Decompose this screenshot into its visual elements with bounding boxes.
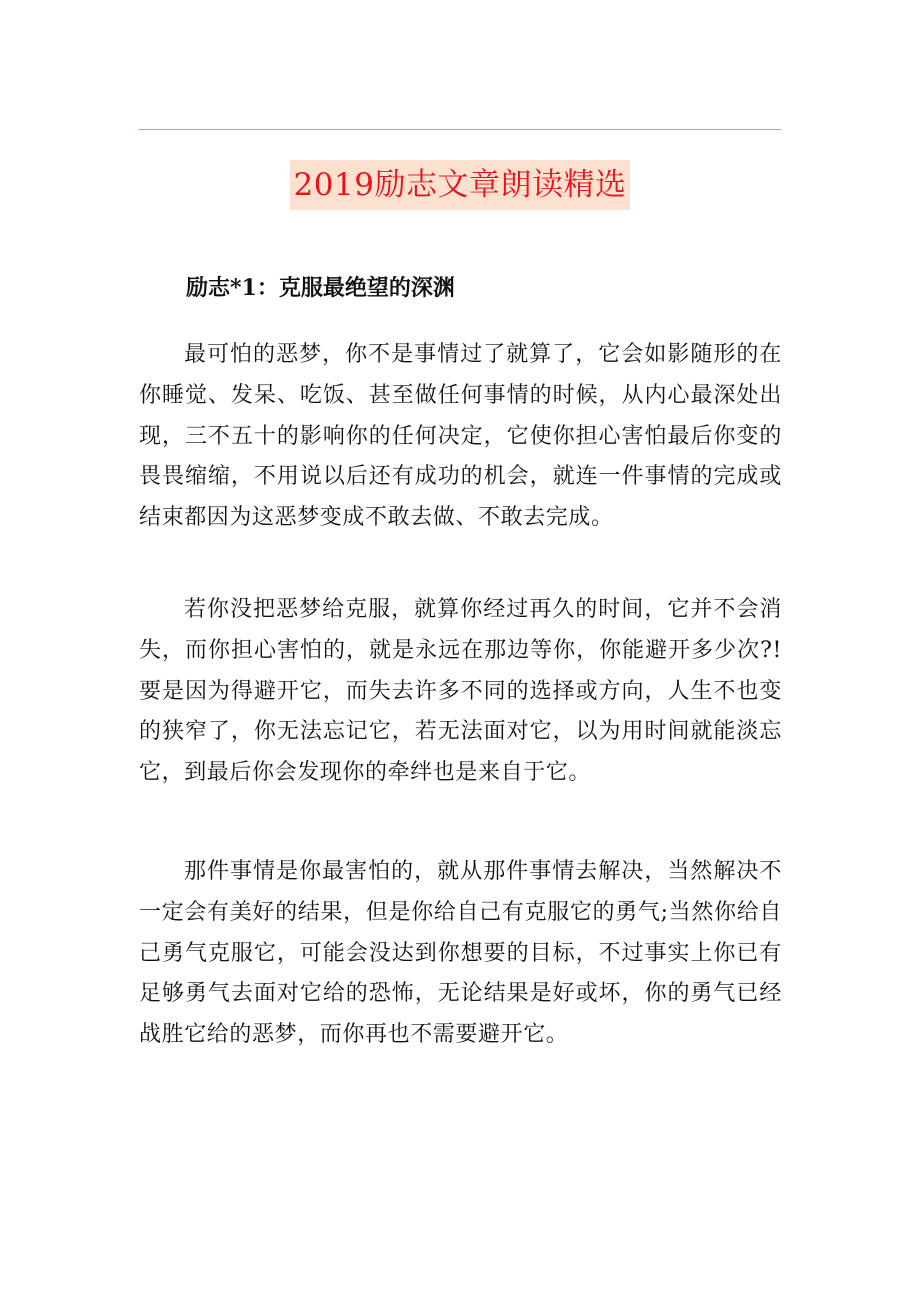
paragraph-3: 那件事情是你最害怕的，就从那件事情去解决，当然解决不一定会有美好的结果，但是你给自己有克服它的勇气;当然你给自己勇气克服它，可能会没达到你想要的目标，不过事实上你已有足够勇气去面对它给的恐怖，无论结果是好或坏，你的勇气已经战胜它给的恶梦，而你再也不需要避开它。 (139, 859, 782, 1047)
document-title: 2019励志文章朗读精选 (290, 160, 631, 210)
title-container (0, 160, 920, 210)
section-heading: 励志*1：克服最绝望的深渊 (186, 275, 455, 301)
paragraph-2: 若你没把恶梦给克服，就算你经过再久的时间，它并不会消失，而你担心害怕的，就是永远在那边等你，你能避开多少次?!要是因为得避开它，而失去许多不同的选择或方向，人生不也变的狭窄了，你无法忘记它，若无法面对它，以为用时间就能淡忘它，到最后你会发现你的牵绊也是来自于它。 (139, 597, 782, 785)
paragraph-1: 最可怕的恶梦，你不是事情过了就算了，它会如影随形的在你睡觉、发呆、吃饭、甚至做任何事情的时候，从内心最深处出现，三不五十的影响你的任何决定，它使你担心害怕最后你变的畏畏缩缩，不用说以后还有成功的机会，就连一件事情的完成或结束都因为这恶梦变成不敢去做、不敢去完成。 (139, 342, 782, 530)
header-divider (139, 129, 781, 130)
